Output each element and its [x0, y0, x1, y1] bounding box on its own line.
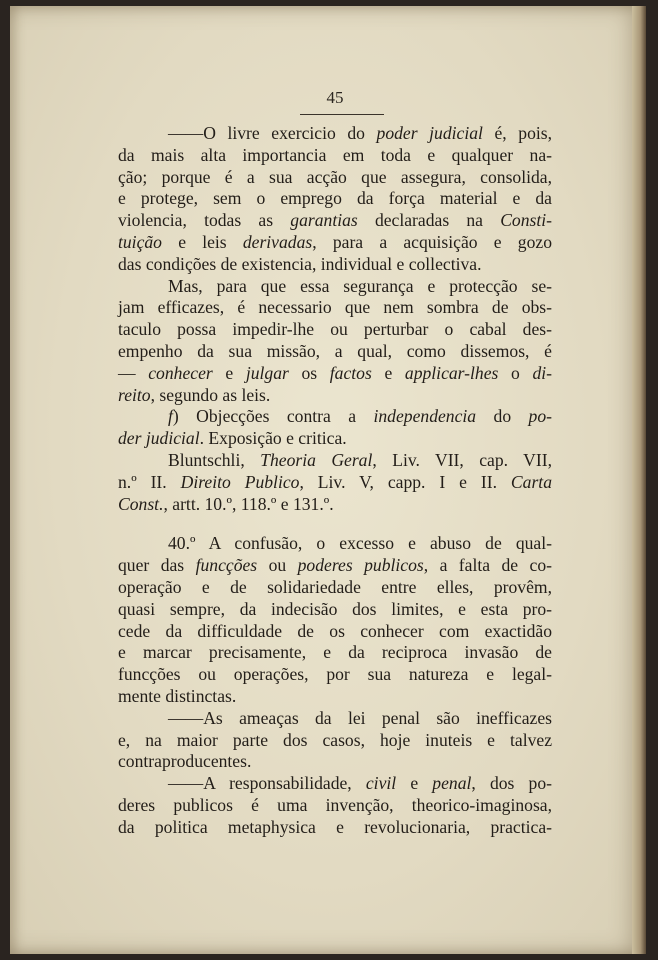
references-cont — [118, 472, 552, 516]
paragraph-ameacas-cont — [118, 730, 552, 774]
text-line: f) Objecções contra a independencia do po- — [168, 406, 552, 427]
text-line: e, na maior parte dos casos, hoje inuteis e talvez — [118, 729, 552, 750]
text-line: deres publicos é uma invenção, theorico-imaginosa, — [118, 794, 552, 815]
text-line: quer das funcções ou poderes publicos, a falta de co- — [118, 555, 553, 576]
book-page — [10, 6, 646, 954]
section-heading-objeccoes-cont — [118, 428, 552, 450]
text-line: violencia, todas as garantias declaradas na Consti- — [118, 210, 552, 231]
text-line: e protege, sem o emprego da força material e da — [118, 188, 552, 209]
text-line: contraproducentes. — [118, 751, 252, 772]
text-line: funcções ou operações, por sua natureza e legal- — [118, 664, 552, 685]
text-line: quasi sempre, da indecisão dos limites, e esta pro- — [118, 598, 552, 619]
body-text — [118, 123, 552, 839]
text-line: Mas, para que essa segurança e protecção se- — [168, 275, 552, 296]
text-line: da mais alta importancia em toda e qualquer na- — [118, 144, 552, 165]
text-line: der judicial. Exposição e critica. — [118, 428, 347, 449]
text-line: mente distinctas. — [118, 685, 237, 706]
text-line: tuição e leis derivadas, para a acquisição e gozo — [118, 231, 552, 252]
text-line: ——O livre exercicio do poder judicial é, pois, — [168, 123, 552, 143]
paragraph-responsabilidade-cont — [118, 795, 552, 839]
header-rule — [300, 114, 384, 115]
section-heading-objeccoes — [118, 406, 552, 428]
text-line: cede da difficuldade de os conhecer com exactidão — [118, 620, 552, 641]
references — [118, 450, 552, 472]
text-line: ção; porque é a sua acção que assegura, consolida, — [118, 166, 552, 187]
paragraph-ameacas — [118, 708, 552, 730]
paragraph-poder-judicial — [118, 123, 552, 145]
text-line: taculo possa impedir-lhe ou perturbar o cabal des- — [118, 319, 552, 340]
text-line: ——A responsabilidade, civil e penal, dos po- — [168, 773, 552, 794]
text-line: — conhecer e julgar os factos e applicar-lhes o di- — [118, 362, 553, 383]
text-line: n.º II. Direito Publico, Liv. V, capp. I e II. Carta — [118, 471, 552, 492]
page-edge — [632, 6, 646, 954]
text-line: Const., artt. 10.º, 118.º e 131.º. — [118, 493, 334, 514]
paragraph-poder-judicial-cont — [118, 145, 552, 276]
text-line: da politica metaphysica e revolucionaria, practica- — [118, 816, 552, 837]
paragraph-40 — [118, 533, 552, 555]
text-line: empenho da sua missão, a qual, como dissemos, é — [118, 340, 552, 361]
paragraph-seguranca — [118, 276, 552, 298]
page-number: 45 — [326, 88, 344, 107]
text-line: Bluntschli, Theoria Geral, Liv. VII, cap. VII, — [168, 449, 552, 470]
text-line: jam efficazes, é necessario que nem sombra de obs- — [118, 297, 552, 318]
text-line: operação e de solidariedade entre elles, provêm, — [118, 576, 552, 597]
text-line: ——As ameaças da lei penal são inefficazes — [168, 707, 552, 728]
text-line: 40.º A confusão, o excesso e abuso de qual- — [168, 533, 552, 554]
paragraph-seguranca-cont — [118, 297, 552, 406]
text-line: reito, segundo as leis. — [118, 384, 271, 405]
paragraph-40-cont — [118, 555, 552, 708]
paragraph-responsabilidade — [118, 773, 552, 795]
text-line: das condições de existencia, individual e collectiva. — [118, 253, 482, 274]
section-gap — [118, 515, 552, 533]
text-line: e marcar precisamente, e da reciproca invasão de — [118, 642, 552, 663]
